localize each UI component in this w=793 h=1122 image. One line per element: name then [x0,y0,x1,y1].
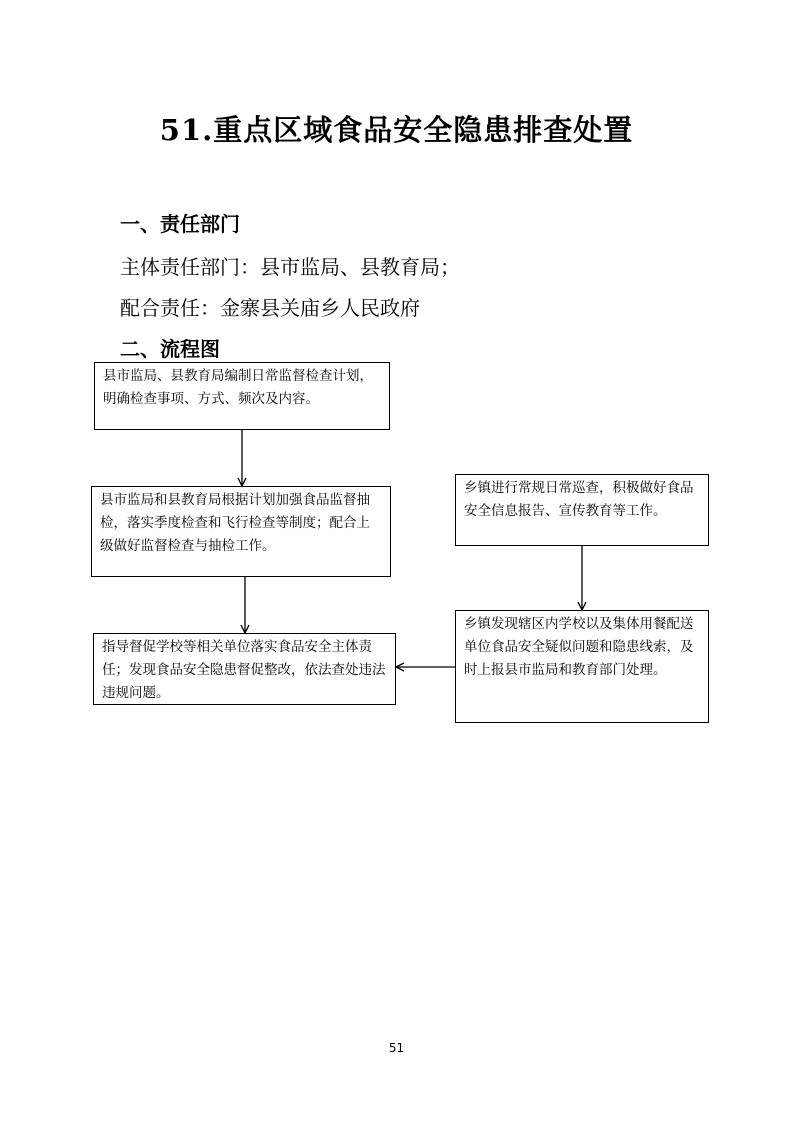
arrow-plan-to-inspection [238,430,246,486]
section-heading-flowchart: 二、流程图 [120,337,220,361]
arrow-inspection-to-supervision [241,577,249,633]
cooperating-responsibility-text: 配合责任：金寨县关庙乡人民政府 [120,296,420,320]
main-responsibility-text: 主体责任部门：县市监局、县教育局； [120,255,460,279]
arrow-report-to-supervision [396,663,455,671]
flow-box-inspection: 县市监局和县教育局根据计划加强食品监督抽检，落实季度检查和飞行检查等制度；配合上级做好监督检查与抽检工作。 [91,486,391,577]
arrow-patrol-to-report [578,546,586,610]
page-title: 51.重点区域食品安全隐患排查处置 [159,113,634,147]
flow-box-plan: 县市监局、县教育局编制日常监督检查计划，明确检查事项、方式、频次及内容。 [94,362,390,430]
flow-box-supervision: 指导督促学校等相关单位落实食品安全主体责任；发现食品安全隐患督促整改，依法查处违法违规问题。 [93,633,396,705]
flow-box-township-patrol: 乡镇进行常规日常巡查，积极做好食品安全信息报告、宣传教育等工作。 [455,474,709,546]
flow-box-township-report: 乡镇发现辖区内学校以及集体用餐配送单位食品安全疑似问题和隐患线索，及时上报县市监局和教育部门处理。 [455,610,709,723]
page-number: 51 [388,1041,405,1055]
section-heading-responsibility: 一、责任部门 [120,212,240,236]
